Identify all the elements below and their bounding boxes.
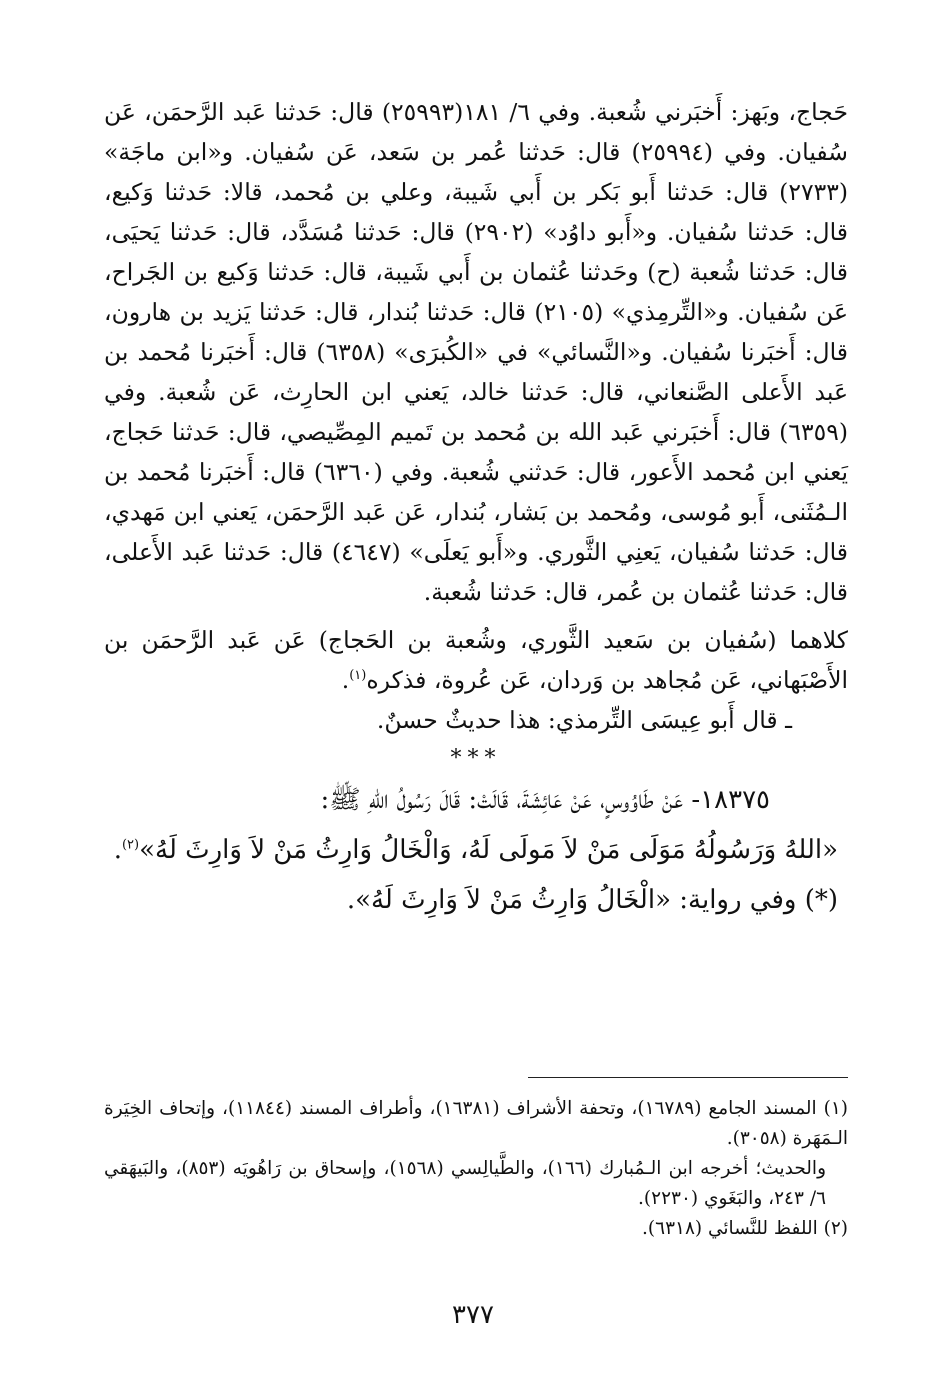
conclusion-paragraph — [104, 620, 848, 700]
hadith-line-2-end: . — [113, 835, 122, 865]
footnotes — [104, 1094, 848, 1244]
tirmidhi-note: ـ قال أَبو عِيسَى التِّرمذي: هذا حديثٌ حسنٌ. — [376, 706, 792, 734]
hadith-line-1: ١٨٣٧٥- عَنْ طَاوُوسٍ، عَنْ عَائِشَةَ، قَالَتْ: قَالَ رَسُولُ اللهِ ﷺ: — [320, 785, 770, 815]
footnote-ref-2[interactable]: (٢) — [121, 837, 140, 853]
isnad-paragraph: حَجاج، وبَهز: أَخبَرني شُعبة. وفي ٦/ ١٨١(٢٥٩٩٣) قال: حَدثنا عَبد الرَّحمَن، عَن سُفيان. وفي (٢٥٩٩٤) قال: حَدثنا عُمر بن سَعد، عَن سُفيان. و«ابن ماجَة» (٢٧٣٣) قال: حَدثنا أَبو بَكر بن أَبي شَيبة، وعلي بن مُحمد، قالا: حَدثنا وَكيع، قال: حَدثنا سُفيان. و«أَبو داوُد» (٢٩٠٢) قال: حَدثنا مُسَدَّد، قال: حَدثنا يَحيَى، قال: حَدثنا شُعبة (ح) وحَدثنا عُثمان بن أَبي شَيبة، قال: حَدثنا وَكيع بن الجَراح، عَن سُفيان. و«التِّرمِذي» (٢١٠٥) قال: حَدثنا بُندار، قال: حَدثنا يَزيد بن هارون، قال: أَخبَرنا سُفيان. و«النَّسائي» في «الكُبرَى» (٦٣٥٨) قال: أَخبَرنا مُحمد بن عَبد الأَعلى الصَّنعاني، قال: حَدثنا خالد، يَعني ابن الحارِث، عَن شُعبة. وفي (٦٣٥٩) قال: أَخبَرني عَبد الله بن مُحمد بن تَميم المِصِّيصي، قال: حَدثنا حَجاج، يَعني ابن مُحمد الأَعور، قال: حَدثني شُعبة. وفي (٦٣٦٠) قال: أَخبَرنا مُحمد بن الـمُثَنى، أَبو مُوسى، ومُحمد بن بَشار، بُندار، عَن عَبد الرَّحمَن، يَعني ابن مَهدي، قال: حَدثنا سُفيان، يَعنِي الثَّوري. و«أَبو يَعلَى» (٤٦٤٧) قال: حَدثنا عَبد الأَعلى، قال: حَدثنا عُثمان بن عُمر، قال: حَدثنا شُعبة. — [104, 98, 849, 606]
conclusion-text: كلاهما (سُفيان بن سَعيد الثَّوري، وشُعبة بن الحَجاج) عَن عَبد الرَّحمَن بن الأَصْبَهاني، عَن مُجاهد بن وَردان، عَن عُروة، فذكره — [104, 626, 848, 694]
hadith-matn: «اللهُ وَرَسُولُهُ مَوَلَى مَنْ لاَ مَولَى لَهُ، وَالْخَالُ وَارِثُ مَنْ لاَ وَارِثَ لَهُ» — [139, 835, 838, 865]
footnote-ref-1[interactable]: (١) — [349, 668, 367, 684]
hadith-block — [104, 775, 848, 925]
hadith-line-3: (*) وفي رواية: «الْخَالُ وَارِثُ مَنْ لاَ وَارِثَ لَهُ». — [346, 885, 838, 915]
footnote-1-continuation: والحديث؛ أخرجه ابن الـمُبارك (١٦٦)، والطَّيالِسي (١٥٦٨)، وإسحاق بن رَاهُويَه (٨٥٣)، والبَيهَقي ٦/ ٢٤٣، والبَغَوي (٢٢٣٠). — [104, 1158, 827, 1209]
main-text — [104, 92, 848, 740]
page-body — [104, 92, 848, 925]
page-number: ٣٧٧ — [452, 1300, 494, 1330]
footnote-divider — [528, 1077, 848, 1078]
conclusion-end: . — [341, 666, 350, 694]
footnote-1: (١) المسند الجامع (١٦٧٨٩)، وتحفة الأشراف (١٦٣٨١)، وأطراف المسند (١١٨٤٤)، وإتحاف الخِيَرة الـمَهَرة (٣٠٥٨). — [104, 1098, 848, 1149]
section-separator: *** — [450, 746, 502, 771]
hadith-line-2 — [104, 825, 848, 875]
footnote-2: (٢) اللفظ للنَّسائي (٦٣١٨). — [642, 1218, 848, 1239]
